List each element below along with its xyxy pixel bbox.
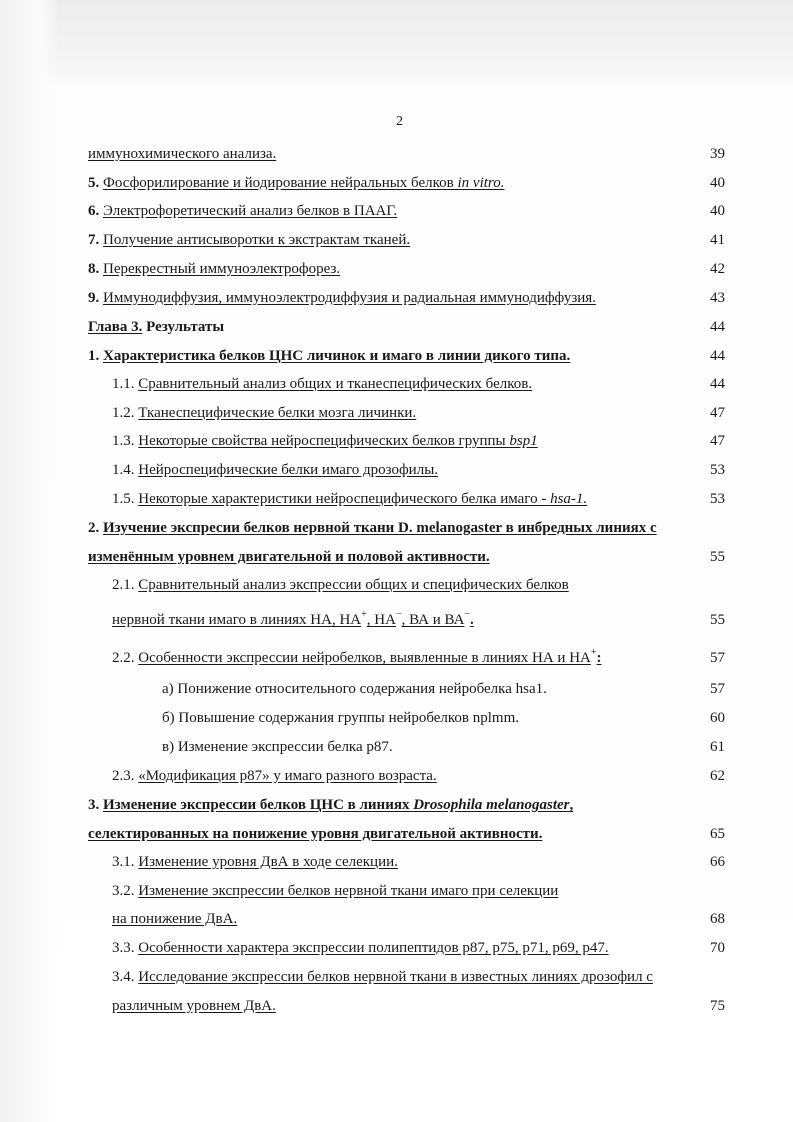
toc-page-number: 55 [710,549,725,565]
title-segment: 2.1. [112,577,139,593]
toc-entry-title [112,373,532,395]
toc-page-number: 40 [710,175,725,191]
title-segment: 2.2. [112,650,139,666]
toc-entry [0,823,793,845]
title-segment: Характеристика белков ЦНС личинок и имаго в линии дикого типа. [103,348,571,364]
title-segment: 1.3. [112,433,139,449]
title-segment: 5. [88,175,103,191]
toc-page-number: 61 [710,739,725,755]
title-segment: 1.2. [112,405,139,421]
title-segment: hsa-1. [550,491,588,507]
toc-entry-title [112,966,653,988]
title-segment: Изменение уровня ДвА в ходе селекции. [138,854,398,870]
title-segment: Получение антисыворотки к экстрактам тканей. [103,232,411,248]
toc-entry-title [88,229,410,251]
toc-entry-title [112,937,609,959]
title-segment: Особенности характера экспрессии полипептидов p87, p75, p71, p69, p47. [138,940,609,956]
toc-page-number: 44 [710,348,725,364]
toc-page-number: 44 [710,376,725,392]
title-segment: 9. [88,290,103,306]
toc-entry [0,430,793,452]
title-segment: 3.3. [112,940,139,956]
toc-entry [0,574,793,596]
toc-entry-title [162,678,547,700]
toc-entry [0,143,793,165]
toc-page-number: 44 [710,319,725,335]
title-segment: Некоторые характеристики нейроспецифического белка имаго - [138,491,551,507]
toc-entry-title [88,546,490,568]
toc-entry [0,459,793,481]
title-segment: Иммунодиффузия, иммуноэлектродиффузия и радиальная иммунодиффузия. [103,290,596,306]
toc-entry-title [162,707,519,729]
toc-entry-title [88,287,596,309]
toc-page-number: 47 [710,433,725,449]
toc-entry [0,402,793,424]
title-segment: 3.2. [112,883,139,899]
toc-entry-title [112,995,276,1017]
title-segment: Нейроспецифические белки имаго дрозофилы. [138,462,439,478]
title-segment: Перекрестный иммуноэлектрофорез. [103,261,341,277]
title-segment: Электрофоретический анализ белков в ПААГ. [103,203,398,219]
toc-entry-title [88,172,504,194]
toc-entry-title [88,794,573,816]
title-segment: нервной ткани имаго в линиях НА, НА [112,612,362,628]
toc-entry-title [112,488,587,510]
toc-entry-title [112,574,569,596]
title-segment: изменённым уровнем двигательной и половой активности. [88,549,490,565]
toc-entry [0,736,793,758]
toc-entry [0,609,793,631]
toc-entry [0,200,793,222]
toc-entry-title [112,765,437,787]
toc-page-number: 60 [710,710,725,726]
toc-page-number: 70 [710,940,725,956]
toc-entry-title [112,430,538,452]
toc-page-number: 68 [710,911,725,927]
toc-entry [0,345,793,367]
toc-entry-title [88,316,224,338]
title-segment: Тканеспецифические белки мозга личинки. [138,405,417,421]
toc-page-number: 55 [710,612,725,628]
title-segment: Результаты [142,319,225,335]
toc-entry [0,966,793,988]
toc-page-number: 41 [710,232,725,248]
toc-page-number: 53 [710,491,725,507]
toc-entry-title [112,880,558,902]
superscript: + [361,609,367,620]
toc-entry [0,172,793,194]
toc-entry-title [112,402,416,424]
toc-entry [0,488,793,510]
title-segment: 1.5. [112,491,139,507]
title-segment: 3.1. [112,854,139,870]
title-segment: Глава 3. [88,319,143,335]
title-segment: Сравнительный анализ общих и тканеспецифических белков. [138,376,533,392]
title-segment: а) Понижение относительного содержания нейробелка hsa1. [162,681,547,697]
toc-entry [0,937,793,959]
toc-entry-title [162,736,393,758]
toc-entry [0,851,793,873]
title-segment: иммунохимического анализа. [88,146,277,162]
toc-page-number: 57 [710,681,725,697]
title-segment: , ВА и ВА [401,612,465,628]
superscript: − [464,609,471,620]
toc-page-number: 65 [710,826,725,842]
toc-entry-title [112,609,474,631]
toc-entry [0,229,793,251]
toc-entry [0,678,793,700]
title-segment: , НА [366,612,396,628]
toc-entry-title [88,258,340,280]
toc-entry-title [88,517,657,539]
toc-page-number: 57 [710,650,725,666]
title-segment: 2. [88,520,103,536]
title-segment: 1. [88,348,103,364]
toc-entry-title [112,459,438,481]
toc-entry [0,258,793,280]
toc-entry [0,765,793,787]
title-segment: «Модификация p87» у имаго разного возраста. [138,768,437,784]
toc-page-number: 39 [710,146,725,162]
title-segment: 7. [88,232,103,248]
toc-page-number: 40 [710,203,725,219]
toc-entry [0,995,793,1017]
title-segment: Фосфорилирование и йодирование нейральных белков [103,175,458,191]
title-segment: б) Повышение содержания группы нейробелков nplmm. [162,710,520,726]
title-segment: 6. [88,203,103,219]
title-segment: Исследование экспрессии белков нервной ткани в известных линиях дрозофил с [138,969,653,985]
title-segment: 3. [88,797,103,813]
toc-entry [0,316,793,338]
toc-entry-title [112,908,237,930]
page-number: 2 [396,114,403,129]
title-segment: Изменение экспрессии белков нервной ткани имаго при селекции [138,883,559,899]
toc-entry [0,546,793,568]
toc-entry [0,707,793,729]
toc-entry-title [112,851,398,873]
toc-entry-title [88,345,570,367]
title-segment: Особенности экспрессии нейробелков, выявленные в линиях НА и НА [138,650,591,666]
title-segment: . [470,612,474,628]
toc-page-number: 47 [710,405,725,421]
toc-entry-title [88,143,276,165]
toc-entry-title [112,647,602,669]
title-segment: Изучение экспресии белков нервной ткани D. melanogaster в инбредных линиях с [103,520,657,536]
title-segment: bsp1 [509,433,538,449]
title-segment: в) Изменение экспрессии белка p87. [162,739,393,755]
title-segment: Некоторые свойства нейроспецифических белков группы [138,433,510,449]
title-segment: селектированных на понижение уровня двигательной активности. [88,826,543,842]
toc-page-number: 42 [710,261,725,277]
title-segment: 1.4. [112,462,139,478]
toc-page-number: 53 [710,462,725,478]
superscript: + [590,647,597,658]
title-segment: Drosophila melanogaster [413,797,570,813]
title-segment: 2.3. [112,768,139,784]
toc-entry [0,794,793,816]
title-segment: 3.4. [112,969,139,985]
toc-entry [0,373,793,395]
toc-entry [0,880,793,902]
toc-page-number: 75 [710,998,725,1014]
toc-entry-title [88,200,397,222]
title-segment: различным уровнем ДвА. [112,998,276,1014]
toc-entry [0,908,793,930]
title-segment: , [569,797,574,813]
title-segment: 8. [88,261,103,277]
title-segment: in vitro. [457,175,505,191]
superscript: − [395,609,402,620]
toc-page-number: 62 [710,768,725,784]
title-segment: 1.1. [112,376,139,392]
title-segment: на понижение ДвА. [112,911,238,927]
toc-entry [0,647,793,669]
title-segment: Сравнительный анализ экспрессии общих и специфических белков [138,577,569,593]
toc-entry [0,287,793,309]
toc-entry-title [88,823,542,845]
title-segment: Изменение экспрессии белков ЦНС в линиях [103,797,414,813]
toc-page-number: 43 [710,290,725,306]
toc-page-number: 66 [710,854,725,870]
title-segment: : [596,650,602,666]
toc-entry [0,517,793,539]
